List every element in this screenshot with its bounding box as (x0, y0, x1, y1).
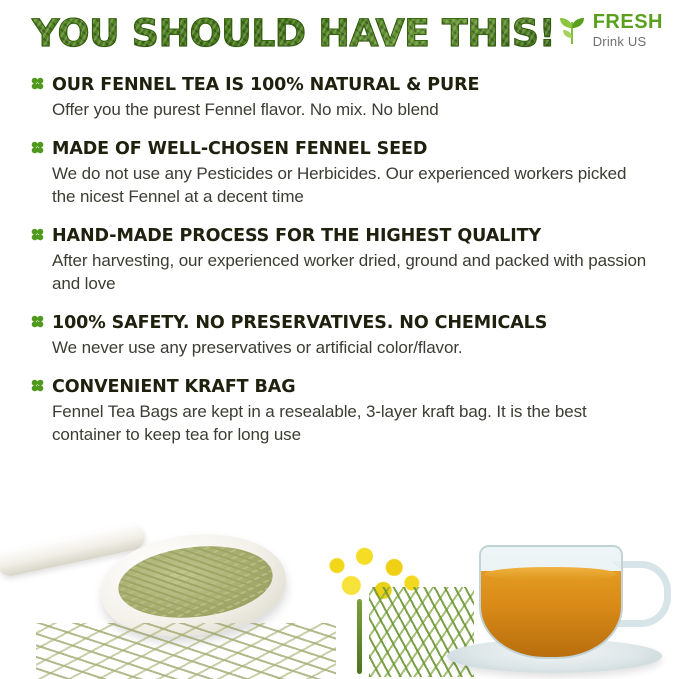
clover-bullet-icon (30, 312, 52, 329)
feature-body (52, 74, 650, 121)
clover-bullet-icon (30, 376, 52, 393)
flower-stem (357, 599, 362, 674)
tea-cup-image (441, 519, 671, 679)
feature-body (52, 138, 650, 208)
feature-title: MADE OF WELL-CHOSEN FENNEL SEED (52, 139, 428, 159)
page-title: YOU SHOULD HAVE THIS! (32, 12, 556, 55)
feature-title: CONVENIENT KRAFT BAG (52, 377, 296, 397)
feature-item (30, 225, 650, 295)
product-photo-band (0, 519, 679, 679)
feature-description: After harvesting, our experienced worker dried, ground and packed with passion and love (52, 251, 647, 293)
brand-name: FRESH (592, 11, 663, 33)
header (0, 0, 679, 62)
tea-surface (485, 567, 617, 581)
leaf-icon (557, 14, 587, 46)
feature-description: Fennel Tea Bags are kept in a resealable, 3-layer kraft bag. It is the best container to keep tea for long use (52, 402, 587, 444)
brand-logo (557, 12, 663, 48)
clover-bullet-icon (30, 74, 52, 91)
feature-item (30, 312, 650, 359)
feature-description: We never use any preservatives or artificial color/flavor. (52, 338, 463, 357)
feature-title: 100% SAFETY. NO PRESERVATIVES. NO CHEMICALS (52, 313, 548, 333)
brand-text (593, 12, 663, 48)
feature-body (52, 312, 650, 359)
clover-bullet-icon (30, 225, 52, 242)
feature-title: HAND-MADE PROCESS FOR THE HIGHEST QUALITY (52, 226, 542, 246)
tea-liquid (481, 571, 621, 657)
feature-title: OUR FENNEL TEA IS 100% NATURAL & PURE (52, 75, 480, 95)
feature-description: Offer you the purest Fennel flavor. No mix. No blend (52, 100, 439, 119)
brand-subtitle: Drink US (592, 34, 647, 49)
clover-bullet-icon (30, 138, 52, 155)
cup-body (479, 545, 623, 659)
feature-list (30, 74, 650, 463)
feature-body (52, 225, 650, 295)
spoon-with-seeds-image (6, 525, 336, 679)
feature-item (30, 376, 650, 446)
feature-description: We do not use any Pesticides or Herbicides. Our experienced workers picked the nicest Fennel at a decent time (52, 164, 627, 206)
feature-body (52, 376, 650, 446)
feature-item (30, 138, 650, 208)
feature-item (30, 74, 650, 121)
scattered-fennel-seeds (36, 623, 336, 679)
